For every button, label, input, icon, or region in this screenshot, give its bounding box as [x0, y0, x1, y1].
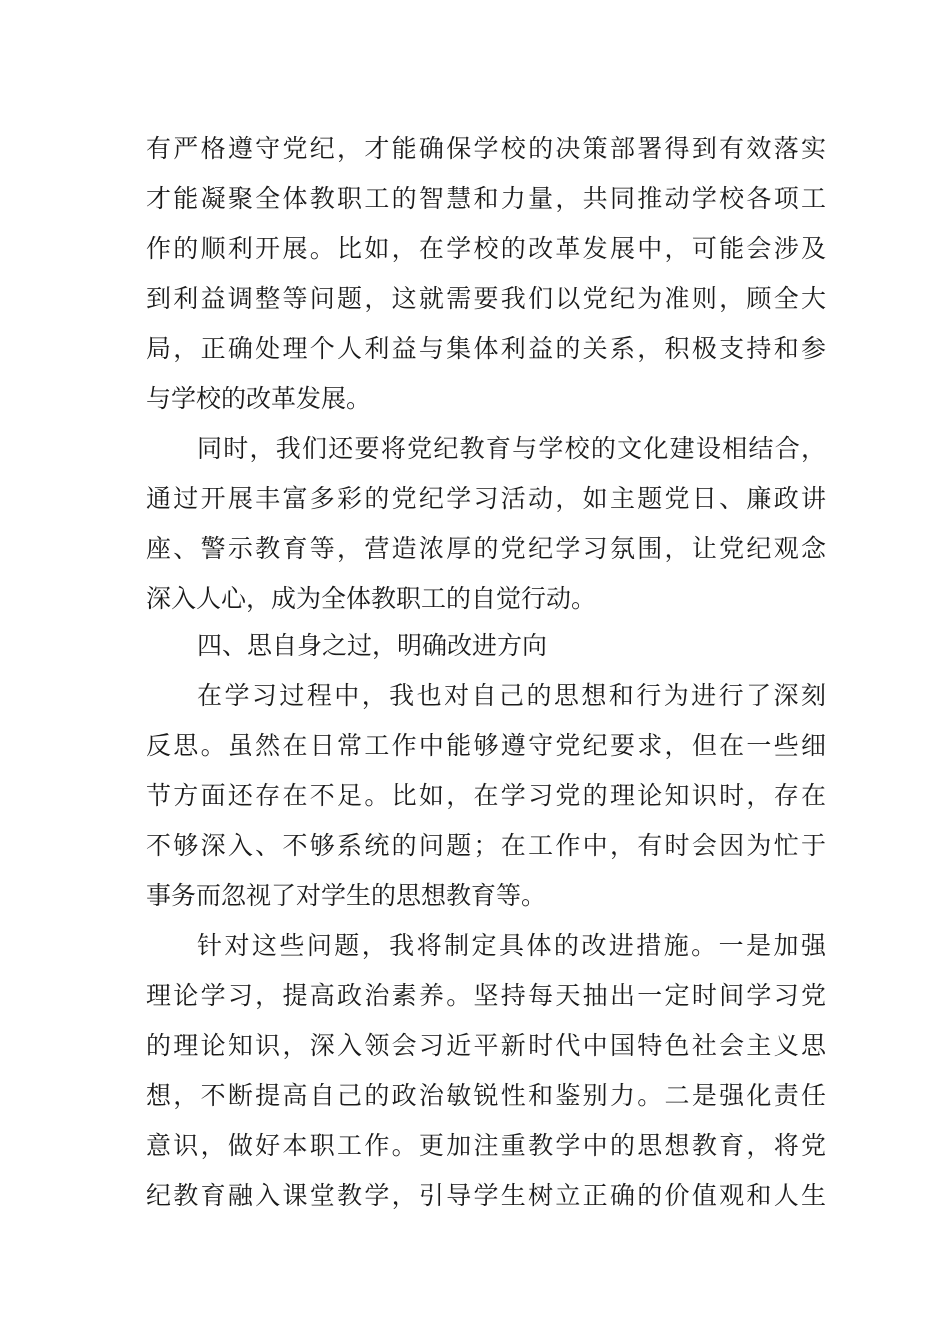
text-line: 反思。虽然在日常工作中能够遵守党纪要求，但在一些细: [146, 731, 826, 760]
paragraph-first-line: 针对这些问题，我将制定具体的改进措施。一是加强: [197, 931, 826, 960]
text-line: 不够深入、不够系统的问题；在工作中，有时会因为忙于: [146, 831, 826, 860]
text-line: 与学校的改革发展。: [146, 384, 372, 413]
text-line: 理论学习，提高政治素养。坚持每天抽出一定时间学习党: [146, 981, 826, 1010]
text-line: 想，不断提高自己的政治敏锐性和鉴别力。二是强化责任: [146, 1081, 826, 1110]
paragraph-first-line: 在学习过程中，我也对自己的思想和行为进行了深刻: [197, 681, 826, 710]
text-line: 深入人心，成为全体教职工的自觉行动。: [146, 584, 597, 613]
text-line: 意识，做好本职工作。更加注重教学中的思想教育，将党: [146, 1131, 826, 1160]
text-line: 节方面还存在不足。比如，在学习党的理论知识时，存在: [146, 781, 826, 810]
text-line: 座、警示教育等，营造浓厚的党纪学习氛围，让党纪观念: [146, 534, 826, 563]
text-line: 作的顺利开展。比如，在学校的改革发展中，可能会涉及: [146, 234, 826, 263]
text-line: 才能凝聚全体教职工的智慧和力量，共同推动学校各项工: [146, 184, 826, 213]
text-line: 的理论知识，深入领会习近平新时代中国特色社会主义思: [146, 1031, 826, 1060]
text-line: 到利益调整等问题，这就需要我们以党纪为准则，顾全大: [146, 284, 826, 313]
section-heading: 四、思自身之过，明确改进方向: [197, 631, 548, 660]
text-line: 通过开展丰富多彩的党纪学习活动，如主题党日、廉政讲: [146, 484, 826, 513]
text-line: 有严格遵守党纪，才能确保学校的决策部署得到有效落实: [146, 134, 826, 163]
paragraph-first-line: 同时，我们还要将党纪教育与学校的文化建设相结合，: [197, 434, 826, 463]
text-line: 局，正确处理个人利益与集体利益的关系，积极支持和参: [146, 334, 826, 363]
text-line: 事务而忽视了对学生的思想教育等。: [146, 881, 547, 910]
text-line: 纪教育融入课堂教学，引导学生树立正确的价值观和人生: [146, 1181, 826, 1210]
